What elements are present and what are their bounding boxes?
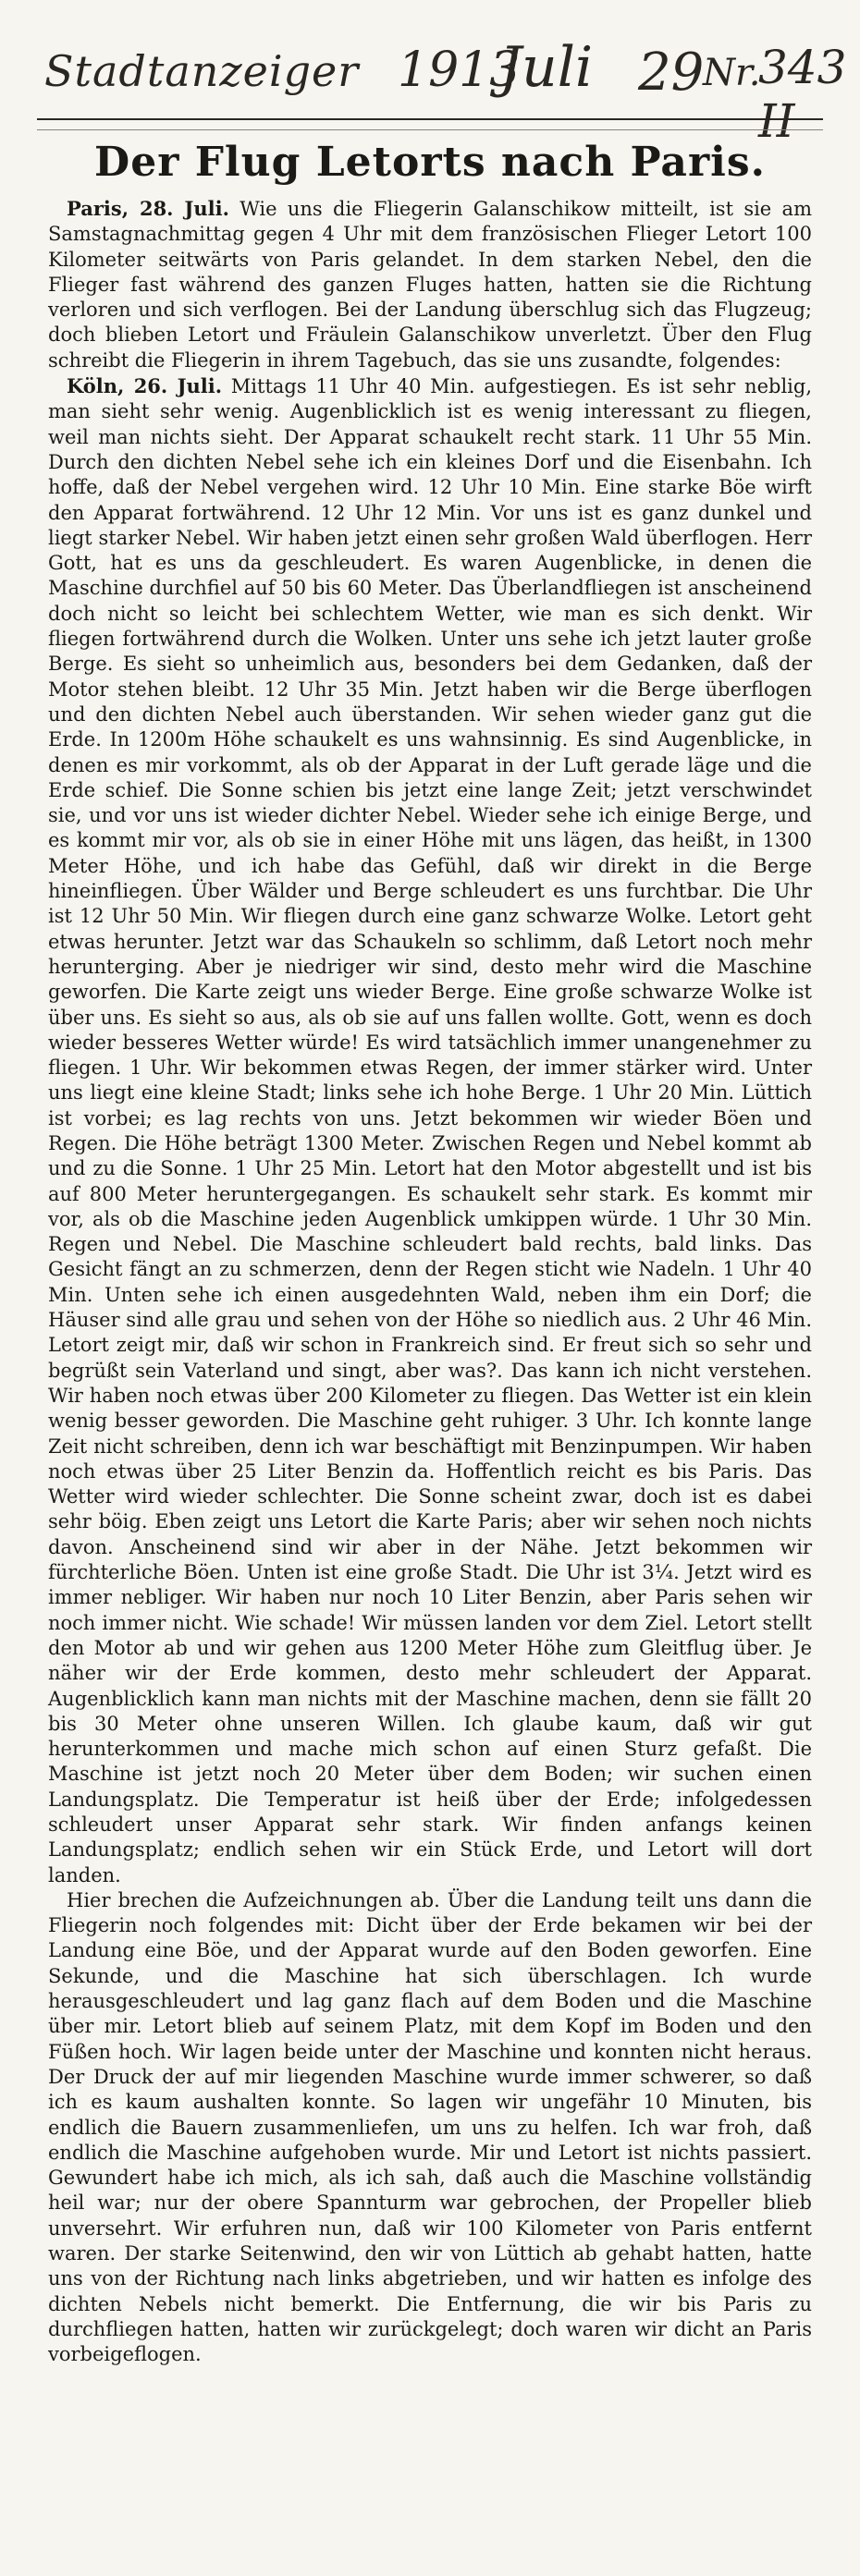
source-month: Juli xyxy=(499,35,594,100)
diary-text: Mittags 11 Uhr 40 Min. aufgestiegen. Es ist sehr neblig, man sieht sehr wenig. Augenblicklich ist es wenig interessant zu fliegen, weil man nichts sieht. Der Apparat schaukelt recht stark. 11 Uhr 55 Min. Durch den dichten Nebel sehe ich ein kleines Dorf und die Eisenbahn. Ich hoffe, daß der Nebel vergehen wird. 12 Uhr 10 Min. Eine starke Böe wirft den Apparat fortwährend. 12 Uhr 12 Min. Vor uns ist es ganz dunkel und liegt starker Nebel. Wir haben jetzt einen sehr großen Wald überflogen. Herr Gott, hat es uns da geschleudert. Es waren Augenblicke, in denen die Maschine durchfiel auf 50 bis 60 Meter. Das Überlandfliegen ist anscheinend doch nicht so leicht bei schlechtem Wetter, wie man es sich denkt. Wir fliegen fortwährend durch die Wolken. Unter uns sehe ich jetzt lauter große Berge. Es sieht so unheimlich aus, besonders bei dem Gedanken, daß der Motor stehen bleibt. 12 Uhr 35 Min. Jetzt haben wir die Berge überflogen und den dichten Nebel auch überstanden. Wir sehen wieder ganz gut die Erde. In 1200m Höhe schaukelt es uns wahnsinnig. Es sind Augenblicke, in denen es mir vorkommt, als ob der Apparat in der Luft gerade läge und die Erde schief. Die Sonne schien bis jetzt eine lange Zeit; jetzt verschwindet sie, und vor uns ist wieder dichter Nebel. Wieder sehe ich einige Berge, und es kommt mir vor, als ob sie in einer Höhe mit uns lägen, das heißt, in 1300 Meter Höhe, und ich habe das Gefühl, daß wir direkt in die Berge hineinfliegen. Über Wälder und Berge schleudert es uns furchtbar. Die Uhr ist 12 Uhr 50 Min. Wir fliegen durch eine ganz schwarze Wolke. Letort geht etwas herunter. Jetzt war das Schaukeln so schlimm, daß Letort noch mehr herunterging. Aber je niedriger wir sind, desto mehr wird die Maschine geworfen. Die Karte zeigt uns wieder Berge. Eine große schwarze Wolke ist über uns. Es sieht so aus, als ob sie auf uns fallen wollte. Gott, wenn es doch wieder besseres Wetter würde! Es wird tatsächlich immer unangenehmer zu fliegen. 1 Uhr. Wir bekommen etwas Regen, der immer stärker wird. Unter uns liegt eine kleine Stadt; links sehe ich hohe Berge. 1 Uhr 20 Min. Lüttich ist vorbei; es lag rechts von uns. Jetzt bekommen wir wieder Böen und Regen. Die Höhe beträgt 1300 Meter. Zwischen Regen und Nebel kommt ab und zu die Sonne. 1 Uhr 25 Min. Letort hat den Motor abgestellt und ist bis auf 800 Meter heruntergegangen. Es schaukelt sehr stark. Es kommt mir vor, als ob die Maschine jeden Augenblick umkippen würde. 1 Uhr 30 Min. Regen und Nebel. Die Maschine schleudert bald rechts, bald links. Das Gesicht fängt an zu schmerzen, denn der Regen sticht wie Nadeln. 1 Uhr 40 Min. Unten sehe ich einen ausgedehnten Wald, neben ihm ein Dorf; die Häuser sind alle grau und sehen von der Höhe so niedlich aus. 2 Uhr 46 Min. Letort zeigt mir, daß wir schon in Frankreich sind. Er freut sich so sehr und begrüßt sein Vaterland und singt, aber was?. Das kann ich nicht verstehen. Wir haben noch etwas über 200 Kilometer zu fliegen. Das Wetter ist ein klein wenig besser geworden. Die Maschine geht ruhiger. 3 Uhr. Ich konnte lange Zeit nicht schreiben, denn ich war beschäftigt mit Benzinpumpen. Wir haben noch etwas über 25 Liter Benzin da. Hoffentlich reicht es bis Paris. Das Wetter wird wieder schlechter. Die Sonne scheint zwar, doch ist es dabei sehr böig. Eben zeigt uns Letort die Karte Paris; aber wir sehen noch nichts davon. Anscheinend sind wir aber in der Nähe. Jetzt bekommen wir fürchterliche Böen. Unten ist eine große Stadt. Die Uhr ist 3¼. Jetzt wird es immer nebliger. Wir haben nur noch 10 Liter Benzin, aber Paris sehen wir noch immer nicht. Wie schade! Wir müssen landen vor dem Ziel. Letort stellt den Motor ab und wir gehen aus 1200 Meter Höhe zum Gleitflug über. Je näher wir der Erde kommen, desto mehr schleudert der Apparat. Augenblicklich kann man nichts mit der Maschine machen, denn sie fällt 20 bis 30 Meter ohne unseren Willen. Ich glaube kaum, daß wir gut herunterkommen und mache mich schon auf einen Sturz gefaßt. Die Maschine ist jetzt noch 20 Meter über dem Boden; wir suchen einen Landungsplatz. Die Temperatur ist heiß über der Erde; infolgedessen schleudert unser Apparat sehr stark. Wir finden anfangs keinen Landungsplatz; endlich sehen wir ein Stück Erde, und Letort will dort landen. xyxy=(48,375,812,1886)
intro-text: Wie uns die Fliegerin Galanschikow mitteilt, ist sie am Samstagnachmittag gegen 4 Uhr mit dem französischen Flieger Letort 100 Kilometer seitwärts von Paris gelandet. In dem starken Nebel, den die Flieger fast während des ganzen Fluges hatten, hatten sie die Richtung verloren und sich verflogen. Bei der Landung überschlug sich das Flugzeug; doch blieben Letort und Fräulein Galanschikow unverletzt. Über den Flug schreibt die Fliegerin in ihrem Tagebuch, das sie uns zusandte, folgendes: xyxy=(48,198,812,372)
source-day: 29 xyxy=(638,43,705,103)
dateline: Paris, 28. Juli. xyxy=(67,197,229,220)
divider xyxy=(37,129,823,130)
article-closing xyxy=(48,1888,812,2368)
article-diary xyxy=(48,373,812,1888)
article-title: Der Flug Letorts nach Paris. xyxy=(94,139,766,186)
article-body xyxy=(48,196,812,2368)
article-intro xyxy=(48,196,812,373)
source-name: Stadtanzeiger xyxy=(44,46,360,96)
closing-text: Hier brechen die Aufzeichnungen ab. Über die Landung teilt uns dann die Fliegerin noch folgendes mit: Dicht über der Erde bekamen wir bei der Landung eine Böe, und der Apparat wurde auf den Boden geworfen. Eine Sekunde, und die Maschine hat sich überschlagen. Ich wurde herausgeschleudert und lag ganz flach auf dem Boden und die Maschine über mir. Letort blieb auf seinem Platz, mit dem Kopf im Boden und den Füßen hoch. Wir lagen beide unter der Maschine und konnten nicht heraus. Der Druck der auf mir liegenden Maschine wurde immer schwerer, so daß ich es kaum aushalten konnte. So lagen wir ungefähr 10 Minuten, bis endlich die Bauern zusammenliefen, um uns zu helfen. Ich war froh, daß endlich die Maschine aufgehoben wurde. Mir und Letort ist nichts passiert. Gewundert habe ich mich, als ich sah, daß auch die Maschine vollständig heil war; nur der obere Spannturm war gebrochen, der Propeller blieb unversehrt. Wir erfuhren nun, daß wir 100 Kilometer von Paris entfernt waren. Der starke Seitenwind, den wir von Lüttich ab gehabt hatten, hatte uns von der Richtung nach links abgetrieben, und wir hatten es infolge des dichten Nebels nicht bemerkt. Die Entfernung, die wir bis Paris zu durchfliegen hatten, hatten wir zurückgelegt; doch waren wir dicht an Paris vorbeigeflogen. xyxy=(48,1888,812,2366)
handwritten-source-note xyxy=(37,35,847,148)
source-number: 343 II xyxy=(758,41,847,148)
diary-dateline: Köln, 26. Juli. xyxy=(67,374,223,398)
source-number-prefix: Nr. xyxy=(703,52,761,94)
source-year: 1913 xyxy=(398,43,521,98)
